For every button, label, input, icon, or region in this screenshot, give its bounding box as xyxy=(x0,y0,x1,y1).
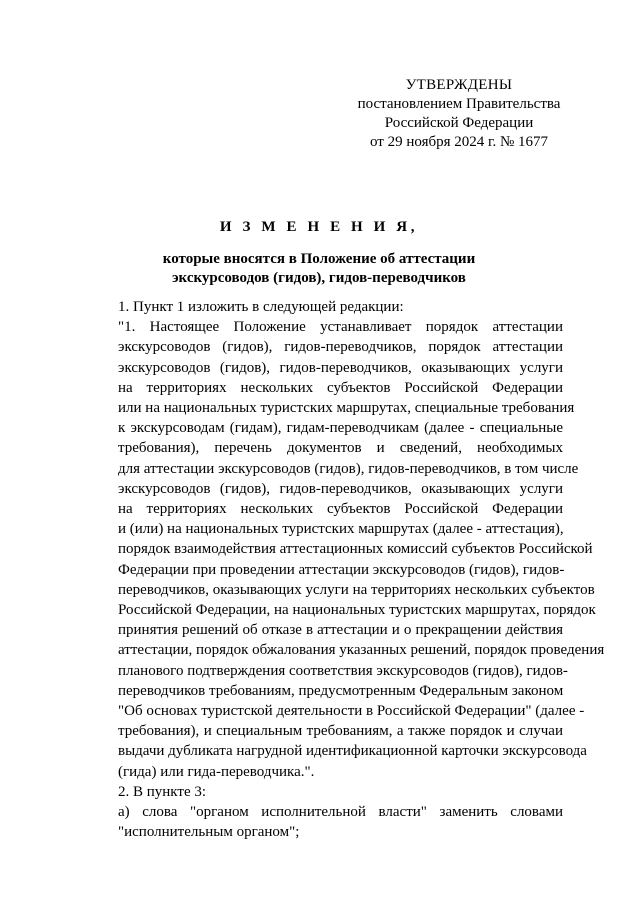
document-subtitle-line-1: которые вносятся в Положение об аттестации xyxy=(162,251,476,267)
approval-title: УТВЕРЖДЕНЫ xyxy=(405,77,513,93)
approval-line-2: Российской Федерации xyxy=(384,115,534,131)
approval-stamp xyxy=(330,76,588,152)
document-title: И З М Е Н Е Н И Я, xyxy=(219,219,419,235)
document-heading xyxy=(75,217,563,288)
item-1-intro: 1. Пункт 1 изложить в следующей редакции: xyxy=(118,299,404,315)
document-body xyxy=(75,297,605,842)
item-1-quote: "1. Настоящее Положение устанавливает порядок аттестации экскурсоводов (гидов), гидов-переводчиков, порядок аттестации экскурсоводов (гидов), гидов-переводчиков, оказывающих услуги на территориях нескольких субъектов Российской Федерации или на национальных туристских маршрутах, специальные требования к экскурсоводам (гидам), гидам-переводчикам (далее - специальные требования), перечень документов и сведений, необходимых для аттестации экскурсоводов (гидов), гидов-переводчиков, в том числе экскурсоводов (гидов), гидов-переводчиков, оказывающих услуги на территориях нескольких субъектов Российской Федерации и (или) на национальных туристских маршрутах (далее - аттестация), порядок взаимодействия аттестационных комиссий субъектов Российской Федерации при проведении аттестации экскурсоводов (гидов), гидов- переводчиков, оказывающих услуги на территориях нескольких субъектов Российской Федерации, на национальных туристских маршрутах, порядок принятия решений об отказе в аттестации и о прекращении действия аттестации, порядок обжалования указанных решений, порядок проведения планового подтверждения соответствия экскурсоводов (гидов), гидов- переводчиков требованиям, предусмотренным Федеральным законом "Об основах туристской деятельности в Российской Федерации" (далее - требования), и специальным требованиям, а также порядок и случаи выдачи дубликата нагрудной идентификационной карточки экскурсовода (гида) или гида-переводчика.". xyxy=(118,319,605,780)
approval-line-1: постановлением Правительства xyxy=(357,96,561,112)
document-subtitle-line-2: экскурсоводов (гидов), гидов-переводчиков xyxy=(172,270,466,286)
item-2a: а) слова "органом исполнительной власти" заменить словами "исполнительным органом"; xyxy=(118,804,563,841)
item-2-intro: 2. В пункте 3: xyxy=(118,783,207,800)
approval-line-3: от 29 ноября 2024 г. № 1677 xyxy=(369,134,549,150)
document-subtitle xyxy=(75,250,563,288)
